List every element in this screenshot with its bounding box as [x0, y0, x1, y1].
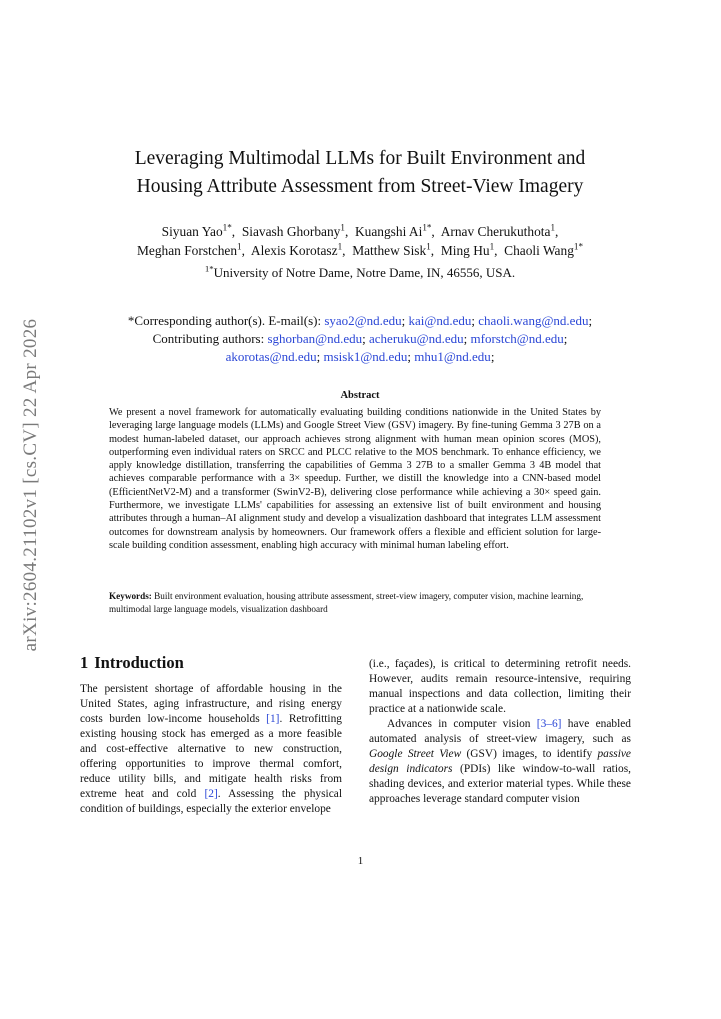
abstract-heading: Abstract	[340, 390, 380, 401]
intro-paragraph-continued: (i.e., façades), is critical to determining retrofit needs. However, audits remain resource-intensive, requiring manual inspections and data collection, limiting their practice at a nationwide scale.	[369, 658, 631, 715]
email-link[interactable]: acheruku@nd.edu	[369, 331, 464, 346]
paragraph-text: Advances in computer vision	[387, 718, 537, 730]
contributing-label: Contributing authors:	[152, 331, 265, 346]
affiliation-text: University of Notre Dame, Notre Dame, IN, 46556, USA.	[213, 265, 516, 280]
title-line-1: Leveraging Multimodal LLMs for Built Environment and	[134, 148, 586, 169]
author-name: Alexis Korotasz	[250, 243, 338, 258]
author-sup: 1*	[573, 241, 583, 252]
author-list	[60, 222, 660, 260]
author-line-2: Meghan Forstchen$^1$, Alexis Korotasz$^1$, Matthew Sisk$^1$, Ming Hu$^1$, Chaoli Wang$^{1*}$	[137, 241, 583, 258]
author-name: Arnav Cherukuthota	[440, 224, 551, 239]
author-name: Ming Hu	[440, 243, 490, 258]
author-name: Siyuan Yao	[161, 224, 223, 239]
corresponding-line: *Corresponding author(s). E-mail(s): syao2@nd.edu; kai@nd.edu; chaoli.wang@nd.edu;	[127, 313, 593, 328]
paragraph-text: The persistent shortage of affordable housing in the United States, aging infrastructure, and rising energy costs burden low-income households	[80, 683, 342, 725]
email-link[interactable]: sghorban@nd.edu	[267, 331, 363, 346]
email-link[interactable]: msisk1@nd.edu	[323, 349, 408, 364]
paragraph-text: . Assessing the physical condition of buildings, especially the exterior envelope	[80, 788, 342, 815]
paper-title	[60, 145, 660, 201]
keywords-label: Keywords:	[109, 591, 152, 601]
contributing-line-2: akorotas@nd.edu; msisk1@nd.edu; mhu1@nd.edu;	[225, 349, 495, 364]
left-column	[80, 654, 342, 817]
section-title: Introduction	[94, 653, 184, 672]
citation-link[interactable]: [2]	[204, 788, 218, 800]
email-link[interactable]: akorotas@nd.edu	[225, 349, 317, 364]
author-name: Siavash Ghorbany	[241, 224, 341, 239]
title-line-2: Housing Attribute Assessment from Street-View Imagery	[136, 176, 584, 197]
paragraph-text: (PDIs) like window-to-wall ratios, shading devices, and exterior material types. While these approaches leverage standard computer vision	[369, 763, 631, 805]
author-sup: 1	[550, 222, 555, 233]
citation-link[interactable]: [1]	[266, 713, 280, 725]
email-link[interactable]: kai@nd.edu	[408, 313, 472, 328]
email-block	[60, 312, 660, 366]
intro-paragraph-1	[80, 682, 342, 817]
section-heading	[80, 654, 342, 672]
email-link[interactable]: mhu1@nd.edu	[414, 349, 491, 364]
email-link[interactable]: mforstch@nd.edu	[470, 331, 564, 346]
affiliation-sup: 1*	[204, 263, 214, 274]
email-link[interactable]: syao2@nd.edu	[324, 313, 402, 328]
author-sup: 1*	[422, 222, 432, 233]
author-sup: 1	[237, 241, 242, 252]
abstract-text: We present a novel framework for automatically evaluating building conditions nationwide in the United States by leveraging large language models (LLMs) and Google Street View (GSV) imagery. By fine-tuning Gemma 3 27B on a modest human-labeled dataset, our approach achieves strong alignment with human mean opinion scores (MOS), outperforming even individual raters on SRCC and PLCC relative to the MOS benchmark. To enhance efficiency, we apply knowledge distillation, transferring the capabilities of Gemma 3 27B to a smaller Gemma 3 4B model that achieves comparable performance with a 3× speedup. Further, we distill the knowledge into a CNN-based model (EfficientNetV2-M) and a transformer (SwinV2-B), delivering close performance while achieving a 30× speed gain. Furthermore, we investigate LLMs' capabilities for assessing an extensive list of built environment and housing attributes through a human–AI alignment study and develop a visualization dashboard that integrates LLM assessment outcomes for downstream analysis by homeowners. Our framework offers a flexible and efficient solution for large-scale building condition assessment, enabling high accuracy with minimal human labeling effort.	[109, 407, 601, 551]
author-sup: 1	[426, 241, 431, 252]
paragraph-text: . Retrofitting existing housing stock has emerged as a more feasible and cost-effective alternative to new construction, offering opportunities to improve thermal comfort, reduce utility bills, and mitigate health risks from extreme heat and cold	[80, 713, 342, 800]
author-name: Meghan Forstchen	[137, 243, 238, 258]
paragraph-text: have enabled automated analysis of street-view imagery, such as	[369, 718, 631, 745]
author-sup: 1*	[222, 222, 232, 233]
paragraph-text: (GSV) images, to identify	[461, 748, 598, 760]
author-line-1: Siyuan Yao$^{1*}$, Siavash Ghorbany$^1$, Kuangshi $Ai^{1*}$, Arnav Cherukuthota$^1$,	[161, 222, 559, 239]
author-name: Kuangshi Ai	[354, 224, 423, 239]
author-name: Matthew Sisk	[352, 243, 427, 258]
keywords-text: Built environment evaluation, housing attribute assessment, street-view imagery, computer vision, machine learning, multimodal large language models, visualization dashboard	[109, 591, 584, 614]
emphasis-text: Google Street View	[369, 748, 462, 760]
intro-paragraph-2	[369, 717, 631, 807]
citation-link[interactable]: [3–6]	[536, 718, 562, 730]
section-number: 1	[80, 653, 89, 672]
emphasis-text: passive design indicators	[369, 748, 631, 775]
affiliation	[60, 265, 660, 281]
author-sup: 1	[489, 241, 495, 252]
contributing-line-1: Contributing authors: sghorban@nd.edu; acheruku@nd.edu; mforstch@nd.edu;	[152, 331, 568, 346]
arxiv-sidebar-stamp: arXiv:2604.21102v1 [cs.CV] 22 Apr 2026	[20, 318, 41, 652]
email-link[interactable]: chaoli.wang@nd.edu	[478, 313, 589, 328]
author-name: Chaoli Wang	[504, 243, 574, 258]
author-sup: 1	[340, 222, 345, 233]
page-number: 1	[357, 855, 364, 867]
author-sup: 1	[337, 241, 343, 252]
right-column	[369, 657, 631, 807]
corresponding-label: *Corresponding author(s). E-mail(s):	[127, 313, 322, 328]
keywords	[109, 590, 601, 615]
